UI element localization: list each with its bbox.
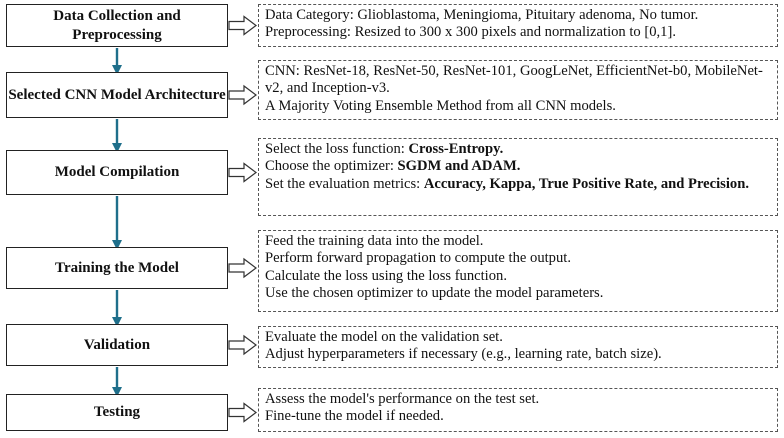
- step-box-3: Model Compilation: [6, 150, 228, 195]
- step-detail-2: [258, 60, 778, 120]
- detail-text: Perform forward propagation to compute the output.: [265, 250, 571, 267]
- detail-line: [265, 250, 771, 267]
- detail-text: CNN: ResNet-18, ResNet-50, ResNet-101, GoogLeNet, EfficientNet-b0, MobileNet-v2, and Inception-v3.: [265, 63, 763, 97]
- side-arrow-4: [229, 259, 256, 277]
- step-detail-1: [258, 4, 778, 47]
- step-box-5: Validation: [6, 324, 228, 366]
- detail-text: Preprocessing: Resized to 300 x 300 pixels and normalization to [0,1].: [265, 24, 676, 41]
- step-box-2: Selected CNN Model Architecture: [6, 72, 228, 118]
- detail-text: Assess the model's performance on the test set.: [265, 391, 540, 407]
- detail-line: [265, 408, 771, 425]
- detail-text: Choose the optimizer:: [265, 158, 398, 175]
- detail-text: Fine-tune the model if needed.: [265, 408, 444, 425]
- detail-line: [265, 24, 771, 41]
- step-detail-3: [258, 138, 778, 216]
- step-box-4: Training the Model: [6, 247, 228, 289]
- detail-text: Select the loss function:: [265, 141, 409, 157]
- detail-line: [265, 176, 771, 193]
- detail-text: Data Category: Glioblastoma, Meningioma, Pituitary adenoma, No tumor.: [265, 7, 699, 23]
- detail-line: [265, 233, 771, 250]
- detail-text: Adjust hyperparameters if necessary (e.g., learning rate, batch size).: [265, 346, 662, 363]
- detail-line: [265, 329, 771, 346]
- detail-text: Calculate the loss using the loss function.: [265, 267, 507, 284]
- detail-line: [265, 98, 771, 115]
- step-detail-6: [258, 388, 778, 432]
- side-arrow-6: [229, 404, 256, 422]
- side-arrow-5: [229, 336, 256, 354]
- detail-line: [265, 141, 771, 158]
- detail-line: [265, 346, 771, 363]
- side-arrow-3: [229, 164, 256, 182]
- detail-line: [265, 63, 771, 98]
- detail-line: [265, 7, 771, 24]
- detail-text: Feed the training data into the model.: [265, 233, 484, 249]
- side-arrow-2: [229, 86, 256, 104]
- detail-line: [265, 158, 771, 175]
- detail-line: [265, 285, 771, 302]
- side-arrow-1: [229, 17, 256, 35]
- detail-text: Evaluate the model on the validation set.: [265, 329, 503, 345]
- detail-text: Use the chosen optimizer to update the model parameters.: [265, 285, 604, 302]
- detail-emphasis: Cross-Entropy.: [408, 141, 504, 157]
- step-detail-4: [258, 230, 778, 312]
- step-detail-5: [258, 326, 778, 368]
- detail-emphasis: Accuracy, Kappa, True Positive Rate, and Precision.: [423, 175, 749, 192]
- detail-line: [265, 268, 771, 285]
- step-box-1: Data Collection and Preprocessing: [6, 4, 228, 47]
- detail-text: A Majority Voting Ensemble Method from all CNN models.: [265, 97, 616, 114]
- step-box-6: Testing: [6, 394, 228, 431]
- detail-emphasis: SGDM and ADAM.: [397, 158, 521, 175]
- detail-line: [265, 391, 771, 408]
- detail-text: Set the evaluation metrics:: [265, 175, 424, 192]
